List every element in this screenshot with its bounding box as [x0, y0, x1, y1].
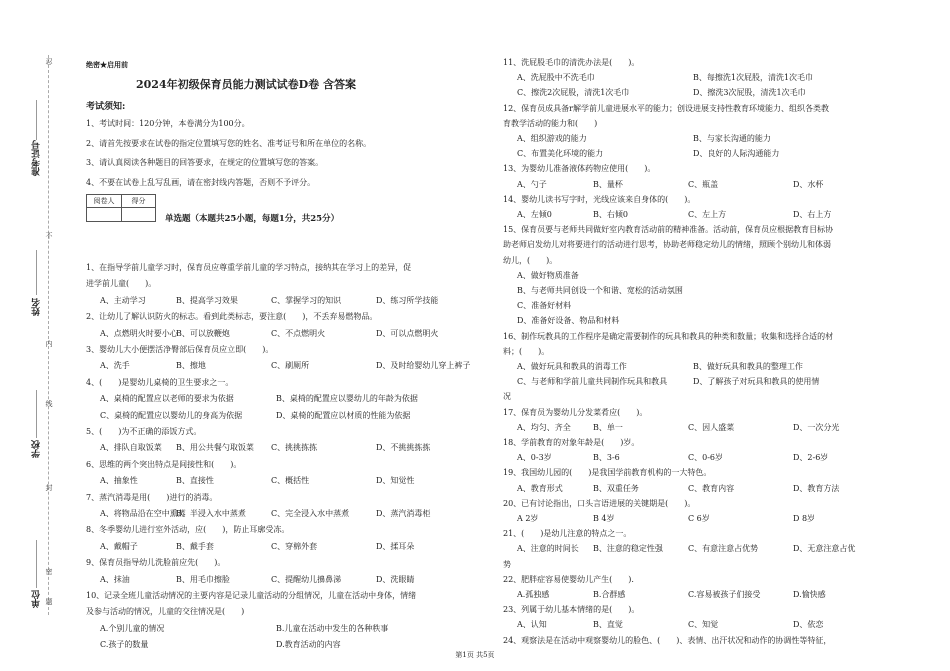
answer-option: D、良好的人际沟通能力 [693, 149, 780, 159]
question-stem: 20、已有讨论指出，口头言语进展的关键期是( )。 [503, 498, 696, 508]
answer-option: A.孤独感 [517, 590, 550, 599]
answer-option: D、无意注意占优 [793, 544, 856, 554]
question-stem: 8、冬季婴幼儿进行室外活动，应( )，防止耳廓受冻。 [86, 525, 290, 535]
answer-option: A.个别儿童的情况 [100, 623, 165, 633]
question-stem: 22、肥胖症容易使婴幼儿产生( ). [503, 574, 634, 584]
right-question-column [503, 58, 903, 645]
seal-mark: 密 [45, 568, 53, 575]
answer-option: C、刷厕所 [271, 361, 310, 371]
answer-option: D、水杯 [793, 179, 824, 189]
notice-item: 3、请认真阅读各种题目的回答要求，在规定的位置填写您的答案。 [86, 158, 324, 167]
answer-option: A、教育形式 [517, 483, 563, 493]
answer-option: A、认知 [517, 620, 547, 630]
answer-option: C、不点燃明火 [271, 328, 326, 338]
question-stem: 进学前儿童( )。 [86, 279, 157, 289]
answer-option: C 6岁 [688, 514, 710, 523]
unit-line [36, 540, 37, 588]
answer-option: B、直接性 [176, 476, 214, 486]
answer-option: C、瓶盖 [688, 179, 719, 189]
answer-option: C、穿棉外套 [271, 541, 318, 551]
answer-option: D、擦洗3次屁股，清洗1次毛巾 [693, 88, 806, 98]
answer-option: D、蒸汽消毒柜 [376, 509, 431, 518]
seal-mark: 内 [45, 340, 53, 347]
answer-option: C、有意注意占优势 [688, 544, 759, 554]
seal-mark: 题 [45, 598, 53, 605]
question-stem: 21、( )是幼儿注意的特点之一。 [503, 529, 632, 539]
question-stem: 15、保育员要与老师共同做好室内教育活动前的精神准备。活动前，保育员应根据教育目标协 [503, 225, 834, 235]
answer-option: B、量杯 [593, 179, 623, 189]
answer-option: B、直觉 [593, 620, 623, 630]
answer-option: D、不挑挑拣拣 [376, 443, 431, 453]
seal-mark: 不 [45, 232, 53, 239]
question-stem: 势 [503, 559, 511, 569]
answer-option: B、擦地 [176, 361, 206, 371]
question-stem: 11、洗屁股毛巾的清洗办法是( )。 [503, 58, 640, 67]
question-stem: 4、( )是婴幼儿桌椅的卫生要求之一。 [86, 377, 234, 387]
school-label: 学校 [32, 440, 42, 458]
answer-option: A、洗屁股中不洗毛巾 [517, 73, 595, 83]
answer-option: B.合群感 [593, 590, 626, 599]
answer-option: B、单一 [593, 422, 623, 432]
answer-option: A、戴帽子 [100, 541, 138, 551]
question-stem: 7、蒸汽消毒是用( )进行的消毒。 [86, 492, 218, 502]
answer-option: A、洗手 [100, 361, 130, 371]
answer-option: A 2岁 [517, 514, 539, 523]
answer-option: B.儿童在活动中发生的各种秩事 [276, 623, 389, 633]
answer-option: C、准备好材料 [517, 301, 572, 311]
name-label: 姓名 [32, 298, 42, 316]
answer-option: A、点燃明火时要小心 [100, 328, 178, 338]
answer-option: D、右上方 [793, 210, 832, 219]
question-stem: 5、( )为不正确的添饭方式。 [86, 427, 202, 436]
answer-option: C、左上方 [688, 210, 727, 219]
question-stem: 助老师启发幼儿对将要进行的活动进行思考，协助老师稳定幼儿的情绪，照顾个别幼儿和体弱 [503, 240, 831, 250]
answer-option: A、左倾0 [517, 210, 552, 219]
notice-item: 1、考试时间：120分钟，本卷满分为100分。 [86, 119, 250, 128]
question-stem: 23、列属于幼儿基本情绪的是( )。 [503, 605, 640, 615]
answer-option: B、做好玩具和教具的整理工作 [693, 362, 803, 371]
answer-option: A、注意的时间长 [517, 544, 579, 554]
answer-option: D、一次分光 [793, 422, 840, 432]
answer-option: C、因人盛菜 [688, 422, 735, 432]
answer-option: C、掌握学习的知识 [271, 295, 342, 305]
answer-option: C、挑挑拣拣 [271, 443, 318, 453]
question-stem: 1、在指导学前儿童学习时，保育员应尊重学前儿童的学习特点，接纳其在学习上的差异，促 [86, 263, 412, 272]
seal-mark: 忍 [45, 58, 53, 65]
secret-mark: 绝密★启用前 [86, 60, 128, 69]
question-stem: 3、婴幼儿大小便摆活净臀部后保育员应立即( )。 [86, 345, 274, 354]
page-number: 第1页 共5页 [455, 651, 495, 659]
left-question-column [86, 263, 486, 650]
answer-option: A、将物品沿在空中熏蒸 [100, 509, 186, 518]
answer-option: D、及时给婴幼儿穿上裤子 [376, 361, 471, 371]
answer-option: B、桌椅的配置应以婴幼儿的年龄为依据 [276, 394, 418, 404]
answer-option: C、完全浸入水中蒸煮 [271, 509, 350, 518]
question-stem: 况 [503, 392, 511, 402]
answer-option: D、桌椅的配置应以材质的性能为依据 [276, 410, 411, 420]
question-stem: 19、我国幼儿园的( )是我国学前教育机构的一大特色。 [503, 468, 712, 478]
answer-option: D、2-6岁 [793, 453, 829, 463]
answer-option: B、双重任务 [593, 483, 639, 493]
question-stem: 2、让幼儿了解认识防火的标志。看到此类标志，要注意( )，不丢弃易燃物品。 [86, 312, 378, 322]
answer-option: A、做好玩具和教具的消毒工作 [517, 362, 627, 371]
seal-line [48, 55, 49, 615]
answer-option: B 4岁 [593, 514, 615, 523]
answer-option: C、布置美化环境的能力 [517, 149, 604, 159]
exam-id-label: 准考证号 [32, 140, 42, 176]
answer-option: A、排队自取饭菜 [100, 443, 162, 453]
question-stem: 24、观察法是在活动中观察婴幼儿的脸色、( )、表情、出汗状况和动作的协调性等特征， [503, 635, 832, 645]
answer-option: B、用公共餐勺取饭菜 [176, 443, 254, 453]
question-stem: 12、保育员成具备r解学前儿童进展水平的能力；创设进展支持性教育环境能力、组织各类教 [503, 103, 829, 113]
seal-mark: 线 [45, 400, 53, 407]
seal-mark: 封 [45, 484, 53, 491]
answer-option: A、桌椅的配置应以老师的要求为依据 [100, 394, 234, 404]
answer-option: C、擦洗2次屁股，清洗1次毛巾 [517, 88, 630, 98]
exam-id-line [36, 100, 37, 140]
question-stem: 育教学活动的能力和( ) [503, 118, 598, 128]
question-stem: 6、思维的两个突出特点是间接性和( )。 [86, 459, 242, 469]
question-stem: 10、记录全班儿童活动情况的主要内容是记录儿童活动的分组情况，儿童在活动中身体，情绪 [86, 591, 417, 600]
answer-option: C、0-6岁 [688, 453, 724, 463]
question-stem: 14、婴幼儿读书写字时，光线应该来自身体的( )。 [503, 194, 696, 204]
answer-option: B、右倾0 [593, 210, 628, 219]
question-stem: 料；( )。 [503, 346, 550, 356]
answer-option: B、与老师共同创设一个和谐、宽松的活动氛围 [517, 286, 683, 295]
answer-option: C、桌椅的配置应以婴幼儿的身高为依据 [100, 410, 243, 420]
answer-option: C、概括性 [271, 476, 310, 486]
question-stem: 幼儿，( )。 [503, 255, 558, 265]
answer-option: A、组织游戏的能力 [517, 134, 587, 143]
notice-item: 4、不要在试卷上乱写乱画，请在密封线内答题，否则不予评分。 [86, 178, 316, 187]
section-title: 单选题（本题共25小题，每题1分，共25分） [165, 214, 340, 224]
question-stem: 及参与活动的情况，儿童的交往情况是( ) [86, 607, 245, 617]
answer-option: C、教育内容 [688, 483, 735, 493]
answer-option: D、了解孩子对玩具和教具的使用情 [693, 377, 820, 387]
answer-option: D.愉快感 [793, 590, 826, 599]
answer-option: B、戴手套 [176, 541, 214, 551]
answer-option: D 8岁 [793, 514, 816, 523]
name-line [36, 250, 37, 295]
question-stem: 16、制作玩教具的工作程序是确定需要制作的玩具和教具的种类和数量；收集和选择合适的材 [503, 331, 834, 341]
answer-option: C、与老师和学前儿童共同制作玩具和教具 [517, 377, 668, 387]
unit-label: 单位 [32, 590, 42, 608]
reviewer-cell: 阅卷人 [87, 195, 122, 208]
answer-option: D、依恋 [793, 620, 824, 630]
score-cell: 得分 [122, 195, 155, 208]
answer-option: D、揉耳朵 [376, 541, 415, 551]
question-stem: 13、为婴幼儿准备液体药物应使用( )。 [503, 164, 656, 174]
answer-option: D.教育活动的内容 [276, 640, 341, 650]
question-stem: 9、保育员指导幼儿洗脸前应先( )。 [86, 558, 226, 568]
answer-option: C、提醒幼儿擤鼻涕 [271, 574, 342, 584]
answer-option: D、教育方法 [793, 483, 840, 493]
answer-option: B、提高学习效果 [176, 295, 238, 305]
answer-option: D、练习所学技能 [376, 295, 439, 305]
answer-option: B、半浸入水中蒸煮 [176, 509, 246, 518]
question-stem: 18、学前教育的对象年龄是( )岁。 [503, 438, 640, 447]
score-box [86, 194, 156, 222]
answer-option: B、可以放鞭炮 [176, 328, 230, 338]
question-stem: 17、保育员为婴幼儿分发菜肴应( )。 [503, 407, 648, 417]
answer-option: A、抽象性 [100, 476, 138, 486]
page-title: 2024年初级保育员能力测试试卷D卷 含答案 [136, 78, 356, 91]
answer-option: B、用毛巾擦脸 [176, 574, 230, 584]
answer-option: B、注意的稳定性强 [593, 544, 663, 554]
answer-option: B、与家长沟通的能力 [693, 134, 771, 143]
answer-option: A、主动学习 [100, 295, 146, 305]
answer-option: C.容易被孩子们接受 [688, 590, 761, 599]
answer-option: A、抹油 [100, 574, 130, 584]
school-line [36, 390, 37, 438]
answer-option: A、做好物质准备 [517, 270, 579, 280]
answer-option: A、0-3岁 [517, 453, 552, 463]
answer-option: D、可以点燃明火 [376, 328, 439, 338]
answer-option: A、勺子 [517, 179, 547, 189]
notice-item: 2、请首先按要求在试卷的指定位置填写您的姓名、准考证号和所在单位的名称。 [86, 139, 372, 148]
answer-option: D、准备好设备、物品和材料 [517, 316, 620, 326]
answer-option: D、洗眼睛 [376, 574, 415, 584]
answer-option: B、每擦洗1次屁股，清洗1次毛巾 [693, 73, 814, 83]
answer-option: C.孩子的数量 [100, 640, 149, 650]
answer-option: C、知觉 [688, 620, 719, 630]
answer-option: A、均匀、齐全 [517, 422, 571, 432]
answer-option: B、3-6 [593, 453, 620, 463]
notice-heading: 考试须知: [86, 102, 126, 112]
answer-option: D、知觉性 [376, 476, 415, 486]
